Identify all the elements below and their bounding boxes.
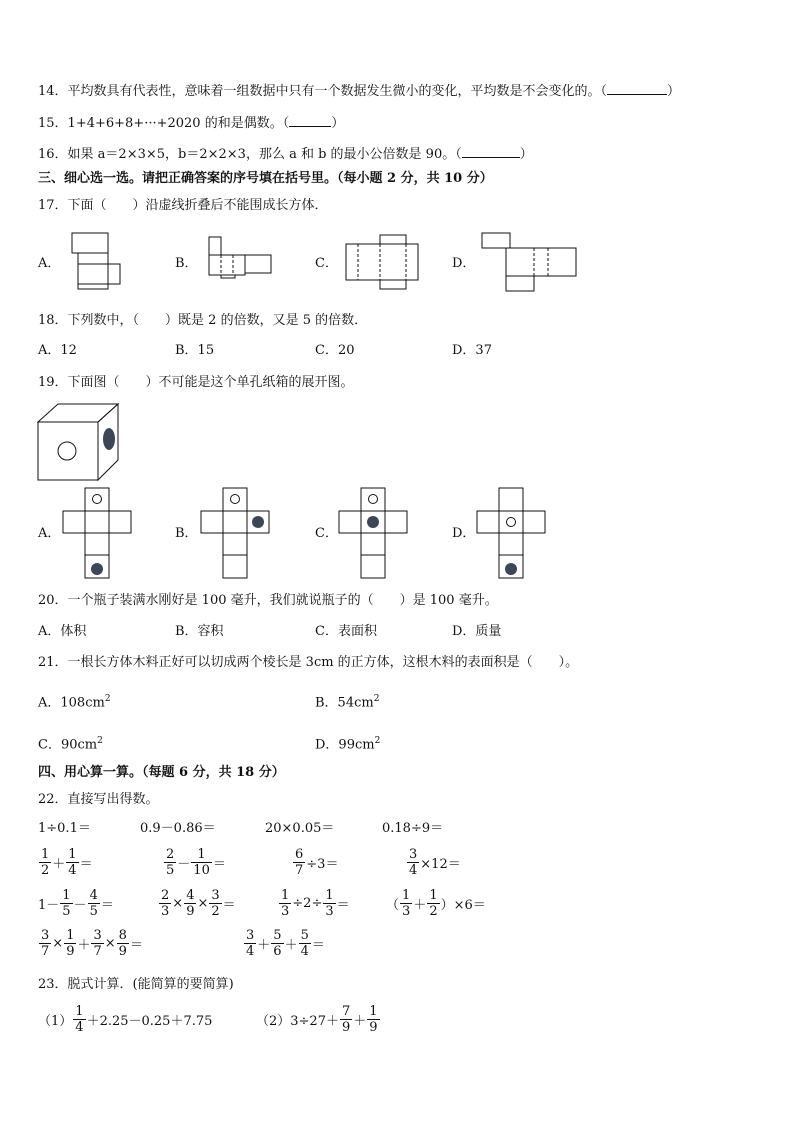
numerator: 1 bbox=[402, 888, 411, 903]
q19-label-b[interactable]: B． bbox=[175, 526, 198, 541]
denominator: 9 bbox=[66, 944, 75, 959]
equals: ＝ bbox=[79, 857, 93, 872]
calc-4: 0.18÷9＝ bbox=[382, 821, 444, 836]
denominator: 6 bbox=[273, 944, 282, 959]
denominator: 4 bbox=[409, 863, 418, 878]
q21-option-d[interactable] bbox=[315, 732, 380, 754]
denominator: 3 bbox=[161, 904, 170, 919]
question-19-stem: 19．下面图（ ）不可能是这个单孔纸箱的展开图。 bbox=[38, 375, 354, 390]
fraction bbox=[159, 888, 171, 919]
denominator: 7 bbox=[41, 944, 50, 959]
numerator: 1 bbox=[66, 928, 75, 943]
numerator: 1 bbox=[68, 847, 77, 862]
numerator: 3 bbox=[211, 888, 220, 903]
calc-8 bbox=[406, 847, 461, 878]
denominator: 4 bbox=[75, 1020, 84, 1035]
question-17-stem: 17．下面（ ）沿虚线折叠后不能围成长方体． bbox=[38, 198, 328, 213]
item-number: （1） bbox=[38, 1014, 73, 1029]
calc-11 bbox=[278, 888, 350, 919]
numerator: 3 bbox=[93, 928, 102, 943]
numerator: 1 bbox=[75, 1004, 84, 1019]
equals: ＝ bbox=[129, 938, 143, 953]
q20-option-c[interactable]: C．表面积 bbox=[315, 624, 377, 639]
fraction bbox=[117, 928, 129, 959]
denominator: 9 bbox=[341, 1020, 351, 1035]
q21-option-a[interactable] bbox=[38, 690, 111, 712]
net-figure-b bbox=[205, 233, 277, 281]
numerator: 7 bbox=[341, 1004, 351, 1019]
operator: ＋ bbox=[353, 1014, 367, 1029]
numerator: 1 bbox=[369, 1004, 378, 1019]
q18-option-d[interactable]: D．37 bbox=[452, 343, 492, 358]
fraction bbox=[299, 928, 311, 959]
fraction bbox=[39, 847, 51, 878]
q18-option-a[interactable]: A．12 bbox=[38, 343, 77, 358]
net-figure-a bbox=[66, 228, 126, 292]
expression-tail: ÷3＝ bbox=[306, 857, 339, 872]
fraction bbox=[400, 888, 412, 919]
equals: ＝ bbox=[336, 898, 350, 913]
numerator: 1 bbox=[41, 847, 50, 862]
expression-lead: （2）3÷27＋ bbox=[256, 1014, 339, 1029]
denominator: 2 bbox=[429, 904, 438, 919]
denominator: 2 bbox=[211, 904, 220, 919]
numerator: 1 bbox=[62, 888, 71, 903]
numerator: 5 bbox=[273, 928, 282, 943]
denominator: 9 bbox=[186, 904, 195, 919]
denominator: 9 bbox=[369, 1020, 378, 1035]
numerator: 4 bbox=[186, 888, 195, 903]
operator: ＋ bbox=[77, 938, 91, 953]
denominator: 4 bbox=[300, 944, 309, 959]
operator: ÷2÷ bbox=[292, 896, 323, 911]
equals: ＝ bbox=[311, 938, 325, 953]
answer-blank-16[interactable] bbox=[462, 145, 520, 158]
denominator: 9 bbox=[118, 944, 127, 959]
fraction bbox=[367, 1004, 379, 1035]
question-14-text: 14．平均数具有代表性，意味着一组数据中只有一个数据发生微小的变化，平均数是不会变化的。（ bbox=[38, 84, 608, 99]
operator: × bbox=[172, 896, 184, 911]
q18-option-c[interactable]: C．20 bbox=[315, 343, 355, 358]
calc-23-2 bbox=[256, 1004, 381, 1035]
q17-label-a[interactable]: A． bbox=[38, 256, 61, 271]
expression-tail: ×12＝ bbox=[420, 857, 461, 872]
equals: ＝ bbox=[222, 898, 236, 913]
denominator: 7 bbox=[93, 944, 102, 959]
denominator: 5 bbox=[62, 904, 71, 919]
denominator: 3 bbox=[402, 904, 411, 919]
q21-option-b-label: B．54cm bbox=[315, 695, 374, 711]
question-15 bbox=[38, 114, 344, 133]
operator: ＋ bbox=[257, 938, 271, 953]
operator: × bbox=[52, 936, 64, 951]
fraction bbox=[279, 888, 291, 919]
close-paren: ） bbox=[667, 84, 681, 99]
denominator: 4 bbox=[68, 863, 77, 878]
calc-2: 0.9－0.86＝ bbox=[140, 821, 216, 836]
calc-13 bbox=[38, 928, 143, 959]
q20-option-b[interactable]: B．容积 bbox=[175, 624, 224, 639]
q21-option-b[interactable] bbox=[315, 690, 379, 712]
expression-lead: 1－ bbox=[38, 898, 60, 913]
calc-6 bbox=[163, 847, 226, 878]
calc-23-1 bbox=[38, 1004, 212, 1035]
operator: － bbox=[177, 857, 191, 872]
denominator: 4 bbox=[246, 944, 255, 959]
question-23-stem: 23．脱式计算．(能简算的要简算) bbox=[38, 977, 234, 992]
calc-14 bbox=[243, 928, 325, 959]
cross-net-a bbox=[62, 487, 134, 581]
numerator: 1 bbox=[197, 847, 206, 862]
fraction bbox=[407, 847, 419, 878]
section-3-title: 三、细心选一选。请把正确答案的序号填在括号里。（每小题 2 分，共 10 分） bbox=[38, 171, 493, 186]
numerator: 1 bbox=[281, 888, 290, 903]
q18-option-b[interactable]: B．15 bbox=[175, 343, 215, 358]
question-16-text: 16．如果 a＝2×3×5，b＝2×2×3，那么 a 和 b 的最小公倍数是 90。（ bbox=[38, 147, 462, 162]
equals: ＝ bbox=[212, 857, 226, 872]
close-paren: ） bbox=[519, 147, 533, 162]
denominator: 2 bbox=[41, 863, 50, 878]
q20-option-d[interactable]: D．质量 bbox=[452, 624, 502, 639]
fraction bbox=[244, 928, 256, 959]
fraction bbox=[39, 928, 51, 959]
cross-net-b bbox=[200, 487, 272, 581]
question-14 bbox=[38, 82, 680, 101]
fraction bbox=[293, 847, 305, 878]
numerator: 3 bbox=[409, 847, 418, 862]
calc-5 bbox=[38, 847, 93, 878]
question-21-stem: 21．一根长方体木料正好可以切成两个棱长是 3cm 的正方体，这根木料的表面积是（ ）。 bbox=[38, 655, 579, 670]
q17-label-c[interactable]: C． bbox=[315, 256, 338, 271]
net-figure-c bbox=[340, 230, 425, 292]
denominator: 5 bbox=[166, 863, 175, 878]
operator: ＋ bbox=[52, 857, 66, 872]
fraction bbox=[91, 928, 103, 959]
numerator: 1 bbox=[429, 888, 438, 903]
numerator: 1 bbox=[325, 888, 334, 903]
denominator: 7 bbox=[295, 863, 304, 878]
close-paren: ） bbox=[331, 116, 345, 131]
calc-9 bbox=[38, 888, 114, 919]
numerator: 3 bbox=[41, 928, 50, 943]
superscript: 2 bbox=[374, 736, 381, 746]
q21-option-c-label: C．90cm bbox=[38, 737, 98, 753]
question-20-stem: 20．一个瓶子装满水刚好是 100 毫升，我们就说瓶子的（ ）是 100 毫升。 bbox=[38, 593, 498, 608]
section-4-title: 四、用心算一算。（每题 6 分，共 18 分） bbox=[38, 765, 285, 780]
equals: ＝ bbox=[100, 898, 114, 913]
q19-label-d[interactable]: D． bbox=[452, 526, 476, 541]
fraction bbox=[66, 847, 78, 878]
operator: × bbox=[197, 896, 209, 911]
q20-option-a[interactable]: A．体积 bbox=[38, 624, 87, 639]
numerator: 6 bbox=[295, 847, 304, 862]
numerator: 2 bbox=[166, 847, 175, 862]
open-paren: （ bbox=[386, 898, 400, 913]
question-22-stem: 22．直接写出得数。 bbox=[38, 792, 159, 807]
denominator: 5 bbox=[89, 904, 98, 919]
operator: － bbox=[73, 898, 87, 913]
operator: × bbox=[104, 936, 116, 951]
question-15-text: 15．1+4+6+8+···+2020 的和是偶数。（ bbox=[38, 116, 290, 131]
fraction bbox=[340, 1004, 352, 1035]
fraction bbox=[427, 888, 439, 919]
numerator: 2 bbox=[161, 888, 170, 903]
answer-blank-15[interactable] bbox=[289, 114, 331, 127]
denominator: 3 bbox=[281, 904, 290, 919]
q21-option-a-label: A．108cm bbox=[38, 695, 105, 711]
superscript: 2 bbox=[373, 694, 380, 704]
superscript: 2 bbox=[104, 694, 111, 704]
fraction bbox=[73, 1004, 85, 1035]
denominator: 10 bbox=[193, 863, 210, 878]
q19-label-a[interactable]: A． bbox=[38, 526, 61, 541]
numerator: 3 bbox=[246, 928, 255, 943]
fraction bbox=[184, 888, 196, 919]
fraction bbox=[164, 847, 176, 878]
question-18-stem: 18．下列数中，（ ）既是 2 的倍数，又是 5 的倍数． bbox=[38, 313, 368, 328]
fraction bbox=[209, 888, 221, 919]
q17-label-b[interactable]: B． bbox=[175, 256, 198, 271]
answer-blank-14[interactable] bbox=[607, 82, 667, 95]
numerator: 5 bbox=[300, 928, 309, 943]
close-paren: ）×6＝ bbox=[440, 898, 486, 913]
superscript: 2 bbox=[97, 736, 103, 746]
q19-label-c[interactable]: C． bbox=[315, 526, 338, 541]
denominator: 3 bbox=[325, 904, 334, 919]
net-figure-d bbox=[478, 228, 578, 294]
q17-label-d[interactable]: D． bbox=[452, 256, 476, 271]
calc-1: 1÷0.1＝ bbox=[38, 821, 91, 836]
box-3d-figure bbox=[36, 402, 126, 482]
calc-10 bbox=[158, 888, 236, 919]
fraction bbox=[60, 888, 72, 919]
question-16 bbox=[38, 145, 533, 164]
numerator: 8 bbox=[118, 928, 127, 943]
fraction bbox=[191, 847, 212, 878]
operator: ＋ bbox=[284, 938, 298, 953]
cross-net-d bbox=[476, 487, 548, 581]
expression-tail: ＋2.25－0.25＋7.75 bbox=[86, 1014, 213, 1029]
fraction bbox=[64, 928, 76, 959]
fraction bbox=[323, 888, 335, 919]
calc-12 bbox=[386, 888, 486, 919]
fraction bbox=[88, 888, 100, 919]
numerator: 4 bbox=[89, 888, 98, 903]
calc-3: 20×0.05＝ bbox=[265, 821, 335, 836]
calc-7 bbox=[292, 847, 338, 878]
cross-net-c bbox=[338, 487, 410, 581]
fraction bbox=[271, 928, 283, 959]
q21-option-c[interactable] bbox=[38, 732, 103, 754]
operator: ＋ bbox=[413, 898, 427, 913]
q21-option-d-label: D．99cm bbox=[315, 737, 375, 753]
